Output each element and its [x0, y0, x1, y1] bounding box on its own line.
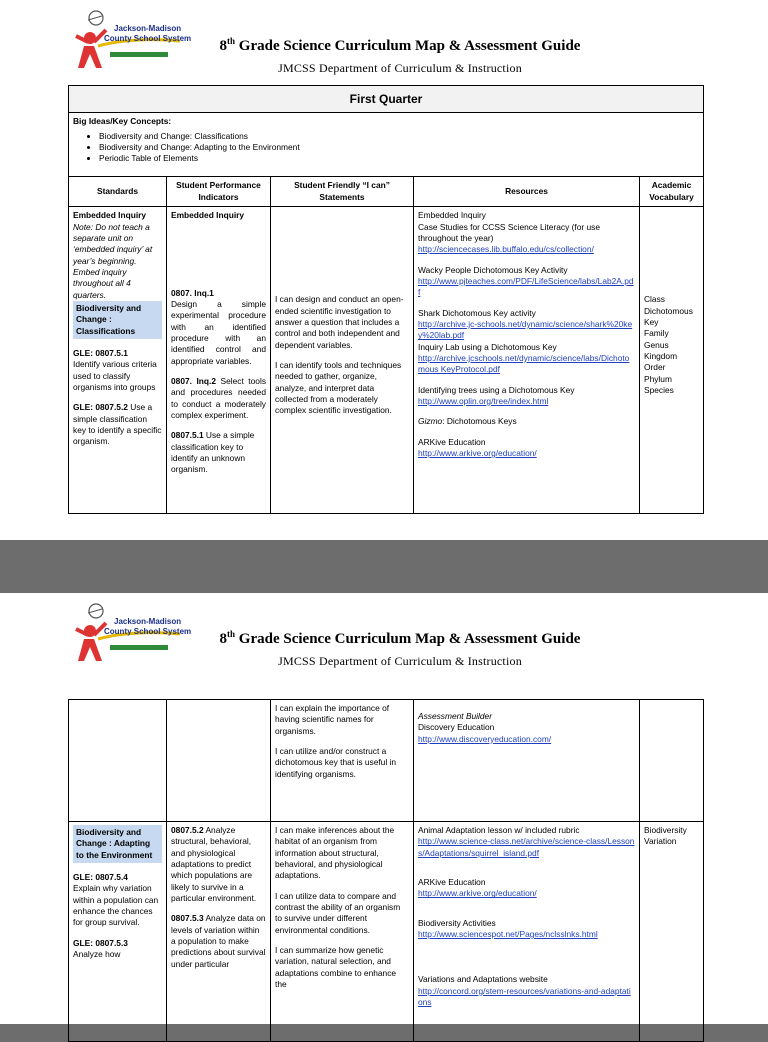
standards-cell: [69, 700, 167, 822]
vocab-term: Phylum: [644, 373, 672, 384]
ican-statement: I can make inferences about the habitat of an organism from information about structural, behavioral, and physiological adaptations.: [275, 825, 395, 881]
resource-title: ARKive Education: [418, 436, 486, 447]
big-idea-item: • Biodiversity and Change: Classifications: [99, 131, 699, 142]
resource-link[interactable]: http://sciencecases.lib.buffalo.edu/cs/collection/: [418, 244, 594, 255]
document-page-2: [0, 593, 768, 1024]
resource-title: ARKive Education: [418, 877, 486, 888]
resource-title: Discovery Education: [418, 722, 495, 733]
page-title: 8th Grade Science Curriculum Map & Assessment Guide: [219, 629, 581, 647]
table-row: [69, 700, 704, 822]
table-row: [69, 822, 704, 1042]
unit-highlight: Biodiversity and Change : Classifications: [73, 301, 162, 339]
vocab-term: Genus: [644, 339, 669, 350]
resource-subtitle: Case Studies for CCSS Science Literacy (for use throughout the year): [418, 221, 601, 243]
ican-cell: [271, 822, 414, 1042]
gle-text: Analyze how: [73, 949, 121, 960]
spi-code: 0807. Inq.1: [171, 287, 214, 298]
page-subtitle: JMCSS Department of Curriculum & Instruction: [278, 654, 522, 668]
ican-cell: [271, 700, 414, 822]
spi-text: Design a simple experimental procedure with an identified procedure with an identified control and appropriate variables.: [171, 298, 266, 366]
spi-cell: [167, 822, 271, 1042]
big-idea-item: • Biodiversity and Change: Adapting to the Environment: [99, 142, 699, 153]
resource-title: Wacky People Dichotomous Key Activity: [418, 264, 568, 275]
gle-text: Identify various criteria used to classify organisms into groups: [73, 359, 157, 392]
gle-text: Explain why variation within a population can enhance the chances for group survival.: [73, 883, 159, 928]
vocab-term: Dichotomous Key: [644, 305, 693, 327]
resources-cell: [414, 822, 640, 1042]
curriculum-table: [68, 699, 704, 1042]
spi-cell: [167, 207, 271, 514]
resource-title: Animal Adaptation lesson w/ included rubric: [418, 825, 580, 835]
resource-link[interactable]: http://www.pjteaches.com/PDF/LifeScience/labs/Lab2A.pdf: [418, 275, 634, 298]
big-ideas-label: Big Ideas/Key Concepts:: [73, 116, 172, 127]
resource-link[interactable]: http://www.arkive.org/education/: [418, 448, 537, 459]
resource-title: Inquiry Lab using a Dichotomous Key: [418, 341, 557, 352]
col-header-resources: Resources: [414, 177, 640, 207]
vocab-term: Order: [644, 362, 666, 373]
big-ideas-cell: [69, 113, 704, 177]
vocabulary-cell: [640, 207, 704, 514]
col-header-vocabulary: Academic Vocabulary: [640, 177, 704, 207]
vocab-term: Biodiversity: [644, 825, 687, 835]
svg-text:Jackson-Madison: Jackson-Madison: [114, 617, 182, 626]
ican-statement: I can explain the importance of having scientific names for organisms.: [275, 703, 390, 736]
big-ideas-list: [73, 131, 699, 165]
svg-text:County School System: County School System: [104, 34, 192, 43]
resource-link[interactable]: http://concord.org/stem-resources/variations-and-adaptations: [418, 985, 631, 1008]
col-header-spi: Student Performance Indicators: [167, 177, 271, 207]
resource-title: Shark Dichotomous Key activity: [418, 307, 536, 318]
ican-statement: I can utilize data to compare and contrast the ability of an organism to survive under different environmental conditions.: [275, 890, 401, 935]
unit-highlight: Biodiversity and Change : Adapting to the Environment: [73, 825, 162, 863]
quarter-heading: First Quarter: [69, 86, 704, 113]
ican-statement: I can design and conduct an open-ended scientific investigation to answer a question that includes a control and both independent and dependent variables.: [275, 294, 404, 350]
resource-link[interactable]: http://www.discoveryeducation.com/: [418, 733, 552, 744]
resource-title: Gizmo: Dichotomous Keys: [418, 416, 517, 427]
resource-link[interactable]: http://archive.jc-schools.net/dynamic/science/shark%20key%20lab.pdf: [418, 318, 633, 341]
ican-statement: I can utilize and/or construct a dichotomous key that is useful in identifying organisms.: [275, 746, 397, 779]
resource-title: Identifying trees using a Dichotomous Key: [418, 384, 575, 395]
spi-cell: [167, 700, 271, 822]
resources-cell: [414, 700, 640, 822]
gle-code: GLE: 0807.5.1: [73, 347, 128, 358]
resource-link[interactable]: http://www.oplin.org/tree/index.html: [418, 396, 549, 406]
resource-link[interactable]: http://www.arkive.org/education/: [418, 888, 537, 899]
gle-entry: GLE: 0807.5.2 Use a simple classification key to identify a specific organism.: [73, 402, 162, 447]
page-subtitle: JMCSS Department of Curriculum & Instruction: [278, 61, 522, 75]
ican-statement: I can identify tools and techniques needed to gather, organize, analyze, and interpret data collected from a moderately complex scientific investigation.: [275, 359, 402, 416]
resource-title: Embedded Inquiry: [418, 210, 486, 221]
standards-cell: [69, 822, 167, 1042]
col-header-standards: Standards: [69, 177, 167, 207]
vocabulary-cell: [640, 822, 704, 1042]
table-row: [69, 207, 704, 514]
resource-tag: Assessment Builder: [418, 711, 493, 721]
resource-title: Biodiversity Activities: [418, 917, 496, 928]
standard-heading: Embedded Inquiry: [73, 210, 147, 221]
gle-code: GLE: 0807.5.4: [73, 872, 128, 883]
curriculum-table: [68, 85, 704, 514]
column-header-row: [69, 177, 704, 207]
gle-code: GLE: 0807.5.3: [73, 937, 128, 948]
district-logo: [70, 601, 192, 671]
spi-entry: 0807. Inq.2 Select tools and procedures needed to conduct a moderately complex experiment.: [171, 375, 267, 420]
vocab-term: Kingdom: [644, 350, 678, 361]
spi-entry: 0807.5.2 Analyze structural, behavioral, and physiological adaptations to predict which populations are likely to survive in a particular environment.: [171, 825, 257, 904]
resource-link[interactable]: http://www.sciencespot.net/Pages/nclsslnks.html: [418, 929, 598, 940]
vocab-term: Species: [644, 384, 674, 395]
ican-cell: [271, 207, 414, 514]
standards-cell: [69, 207, 167, 514]
spi-entry: 0807.5.1 Use a simple classification key to identify an unknown organism.: [171, 430, 255, 475]
resource-title: Variations and Adaptations website: [418, 974, 548, 985]
spi-heading: Embedded Inquiry: [171, 210, 245, 221]
svg-text:County School System: County School System: [104, 627, 192, 636]
resource-link[interactable]: http://archive.jcschools.net/dynamic/science/labs/Dichotomous KeyProtocol.pdf: [418, 352, 630, 375]
page-title: 8th Grade Science Curriculum Map & Assessment Guide: [219, 36, 581, 54]
ican-statement: I can summarize how genetic variation, natural selection, and adaptations combine to enhance the: [275, 945, 397, 990]
svg-text:Jackson-Madison: Jackson-Madison: [114, 24, 182, 33]
big-idea-item: • Periodic Table of Elements: [99, 153, 699, 164]
standard-note: Note: Do not teach a separate unit on ‘embedded inquiry’ at year’s beginning. Embed inquiry throughout all 4 quarters.: [73, 221, 153, 300]
resource-link[interactable]: http://www.science-class.net/archive/science-class/Lessons/Adaptations/squirrel_island.pdf: [418, 836, 635, 858]
vocabulary-cell: [640, 700, 704, 822]
vocab-term: Class: [644, 294, 665, 305]
spi-entry: 0807.5.3 Analyze data on levels of variation within a population to make predictions about survival under particular: [171, 913, 266, 969]
district-logo: [70, 8, 192, 78]
col-header-ican: Student Friendly “I can” Statements: [271, 177, 414, 207]
resources-cell: [414, 207, 640, 514]
vocab-term: Variation: [644, 836, 677, 847]
vocab-term: Family: [644, 328, 669, 339]
